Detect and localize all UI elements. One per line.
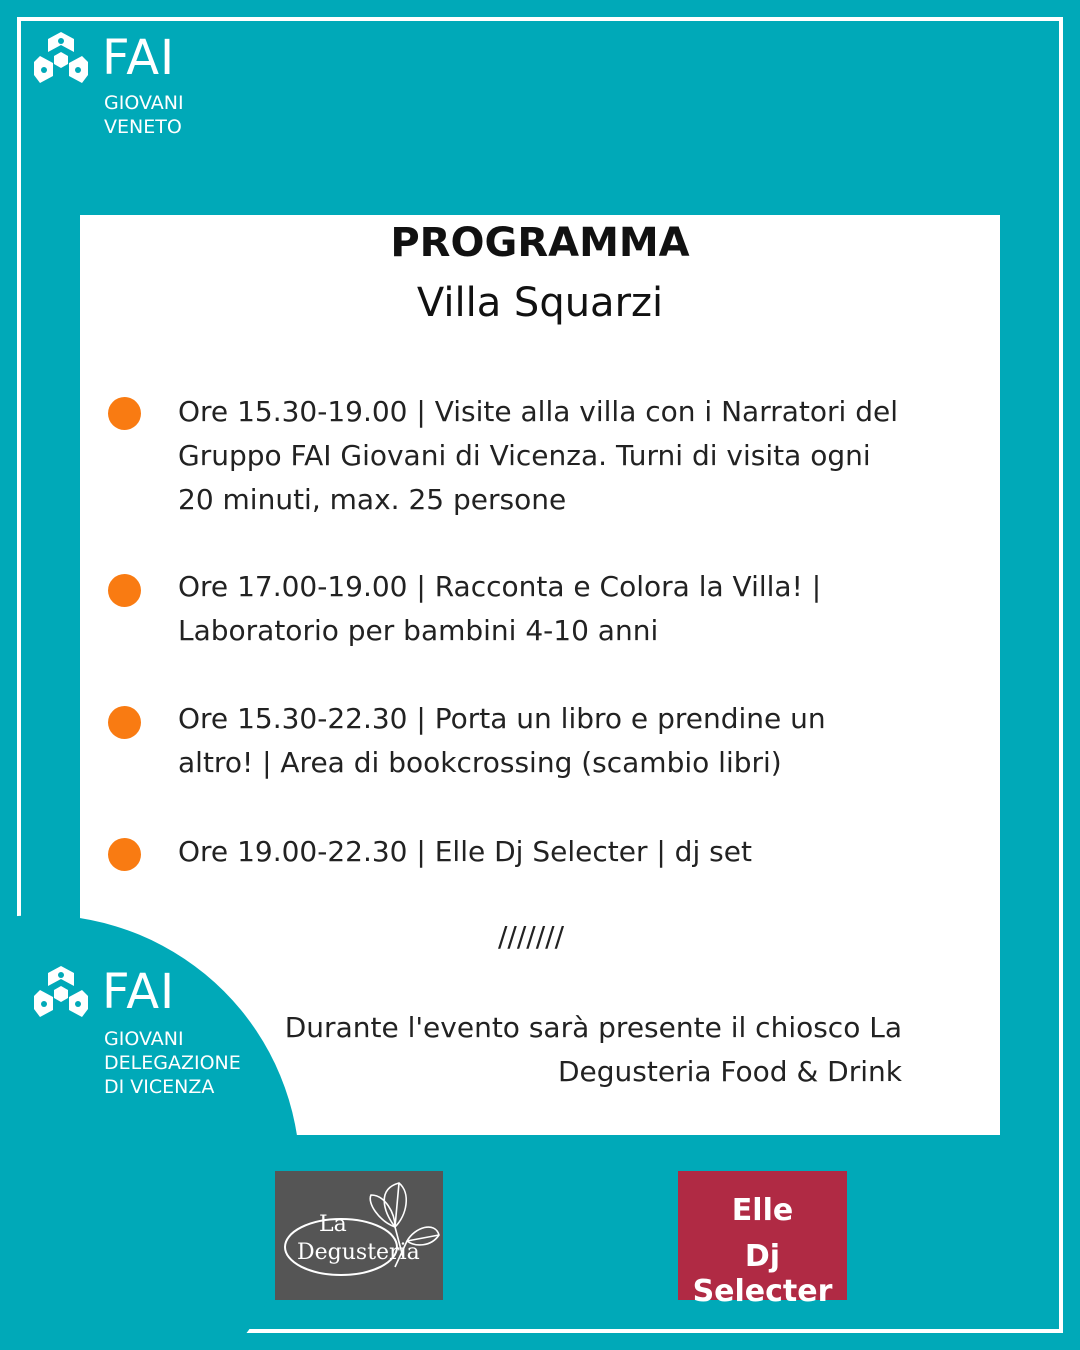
- logo-subline-vicenza: DI VICENZA: [104, 1076, 215, 1098]
- logo-subline-giovani: GIOVANI: [104, 92, 184, 114]
- la-degusteria-logo: [275, 1171, 443, 1300]
- logo-subline-giovani: GIOVANI: [104, 1028, 184, 1050]
- program-title: PROGRAMMA: [390, 220, 690, 266]
- degusteria-line-2: Degusteria: [297, 1240, 420, 1265]
- dj-logo-line-1: Elle: [731, 1193, 794, 1228]
- program-item-2: Ore 17.00-19.00 | Racconta e Colora la Villa! | Laboratorio per bambini 4-10 anni: [178, 570, 822, 647]
- bullet-dot: [108, 397, 141, 430]
- degusteria-emblem-icon: [275, 1171, 443, 1300]
- dj-logo-line-2: Dj Selecter: [692, 1239, 833, 1309]
- program-item-3: Ore 15.30-22.30 | Porta un libro e prendine un altro! | Area di bookcrossing (scambio libri): [178, 702, 826, 779]
- kiosk-note: Durante l'evento sarà presente il chiosco La Degusteria Food & Drink: [284, 1011, 902, 1088]
- program-item-1: Ore 15.30-19.00 | Visite alla villa con i Narratori del Gruppo FAI Giovani di Vicenza. Turni di visita ogni 20 minuti, max. 25 persone: [178, 395, 898, 516]
- degusteria-line-1: La: [319, 1212, 347, 1237]
- logo-subline-veneto: VENETO: [104, 116, 182, 138]
- bullet-dot: [108, 706, 141, 739]
- elle-dj-selecter-logo: [678, 1171, 847, 1309]
- bullet-dot: [108, 574, 141, 607]
- fai-wordmark: FAI: [102, 964, 176, 1020]
- separator-text: ///////: [498, 920, 565, 953]
- fai-wordmark: FAI: [102, 30, 176, 86]
- logo-subline-delegazione: DELEGAZIONE: [104, 1052, 241, 1074]
- fai-logo-icon: [34, 964, 88, 1018]
- program-item-4: Ore 19.00-22.30 | Elle Dj Selecter | dj set: [178, 835, 752, 868]
- fai-logo-icon: [34, 30, 88, 84]
- venue-subtitle: Villa Squarzi: [416, 280, 664, 326]
- bullet-dot: [108, 838, 141, 871]
